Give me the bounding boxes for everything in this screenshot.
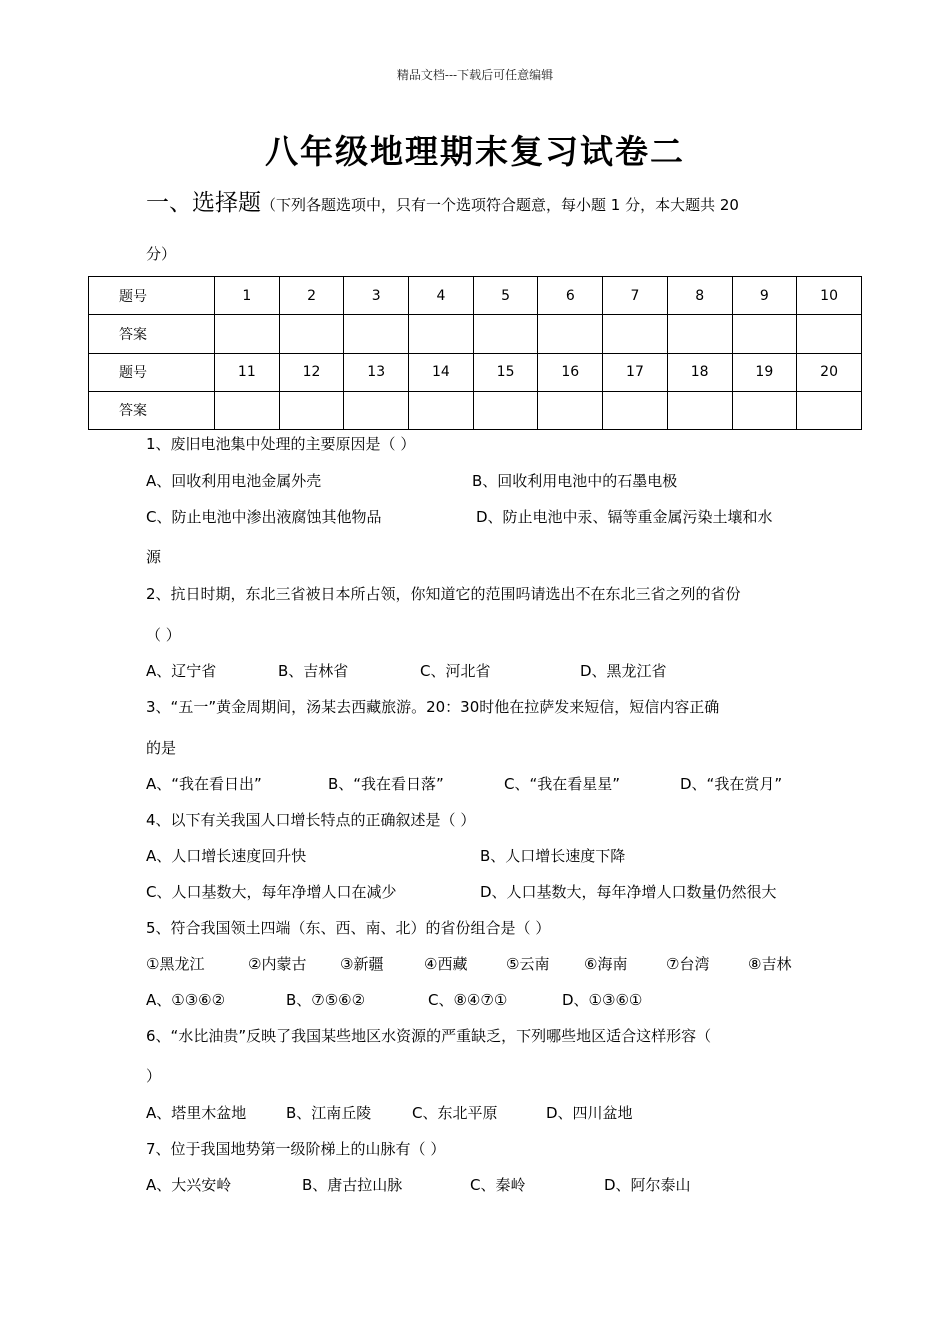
question-1-option-d-cont: 源 [146, 548, 162, 566]
question-5-stem: 5、符合我国领土四端（东、西、南、北）的省份组合是（ ） [146, 919, 551, 937]
question-1-option-b[interactable]: B、回收利用电池中的石墨电极 [472, 472, 678, 490]
question-5-list-item: ③新疆 [340, 955, 384, 973]
number-cell: 8 [667, 277, 732, 315]
answer-cell[interactable] [732, 315, 797, 353]
page-title: 八年级地理期末复习试卷二 [265, 132, 685, 171]
number-cell: 20 [797, 353, 862, 391]
number-cell: 4 [409, 277, 474, 315]
answer-cell[interactable] [473, 315, 538, 353]
question-1-option-c[interactable]: C、防止电池中渗出液腐蚀其他物品 [146, 508, 382, 526]
number-cell: 18 [667, 353, 732, 391]
answer-cell[interactable] [538, 315, 603, 353]
question-6-stem: 6、“水比油贵”反映了我国某些地区水资源的严重缺乏，下列哪些地区适合这样形容（ [146, 1027, 712, 1045]
question-5-option-a[interactable]: A、①③⑥② [146, 991, 226, 1009]
question-1-option-a[interactable]: A、回收利用电池金属外壳 [146, 472, 322, 490]
row-label: 答案 [89, 391, 215, 429]
answer-cell[interactable] [732, 391, 797, 429]
row-label: 题号 [89, 353, 215, 391]
section-heading [146, 184, 826, 217]
question-5-list-item: ⑥海南 [584, 955, 628, 973]
answer-cell[interactable] [667, 391, 732, 429]
section-title: 一、选择题 [146, 190, 261, 216]
answer-cell[interactable] [473, 391, 538, 429]
answer-cell[interactable] [215, 315, 280, 353]
question-4-option-b[interactable]: B、人口增长速度下降 [480, 847, 626, 865]
question-4-option-d[interactable]: D、人口基数大，每年净增人口数量仍然很大 [480, 883, 777, 901]
number-cell: 16 [538, 353, 603, 391]
table-row [89, 391, 862, 429]
answer-cell[interactable] [409, 391, 474, 429]
question-5-option-b[interactable]: B、⑦⑤⑥② [286, 991, 366, 1009]
question-1-stem: 1、废旧电池集中处理的主要原因是（ ） [146, 435, 416, 453]
question-5-list-item: ①黑龙江 [146, 955, 205, 973]
number-cell: 13 [344, 353, 409, 391]
table-row [89, 277, 862, 315]
question-7-option-b[interactable]: B、唐古拉山脉 [302, 1176, 403, 1194]
question-5-list-item: ⑤云南 [506, 955, 550, 973]
question-5-list-item: ④西藏 [424, 955, 468, 973]
number-cell: 2 [279, 277, 344, 315]
number-cell: 9 [732, 277, 797, 315]
table-row [89, 353, 862, 391]
question-4-option-c[interactable]: C、人口基数大，每年净增人口在减少 [146, 883, 397, 901]
question-7-option-d[interactable]: D、阿尔泰山 [604, 1176, 691, 1194]
header-note: 精品文档---下载后可任意编辑 [396, 68, 554, 82]
question-7-stem: 7、位于我国地势第一级阶梯上的山脉有（ ） [146, 1140, 446, 1158]
row-label: 答案 [89, 315, 215, 353]
question-2-option-a[interactable]: A、辽宁省 [146, 662, 217, 680]
question-5-list-item: ②内蒙古 [248, 955, 307, 973]
answer-cell[interactable] [538, 391, 603, 429]
answer-cell[interactable] [667, 315, 732, 353]
question-2-stem: 2、抗日时期，东北三省被日本所占领，你知道它的范围吗请选出不在东北三省之列的省份 [146, 585, 741, 603]
number-cell: 15 [473, 353, 538, 391]
question-3-option-b[interactable]: B、“我在看日落” [328, 775, 444, 793]
question-3-option-c[interactable]: C、“我在看星星” [504, 775, 621, 793]
number-cell: 5 [473, 277, 538, 315]
number-cell: 6 [538, 277, 603, 315]
answer-cell[interactable] [797, 315, 862, 353]
answer-cell[interactable] [344, 315, 409, 353]
number-cell: 3 [344, 277, 409, 315]
section-instruction-cont: 分） [146, 245, 177, 263]
question-3-option-a[interactable]: A、“我在看日出” [146, 775, 262, 793]
answer-cell[interactable] [797, 391, 862, 429]
section-instruction: （下列各题选项中，只有一个选项符合题意，每小题 1 分，本大题共 20 [261, 196, 739, 214]
question-6-option-c[interactable]: C、东北平原 [412, 1104, 498, 1122]
question-6-option-d[interactable]: D、四川盆地 [546, 1104, 633, 1122]
answer-cell[interactable] [279, 315, 344, 353]
number-cell: 10 [797, 277, 862, 315]
number-cell: 19 [732, 353, 797, 391]
answer-cell[interactable] [344, 391, 409, 429]
question-2-option-b[interactable]: B、吉林省 [278, 662, 349, 680]
question-6-option-b[interactable]: B、江南丘陵 [286, 1104, 372, 1122]
answer-cell[interactable] [279, 391, 344, 429]
question-5-option-d[interactable]: D、①③⑥① [562, 991, 643, 1009]
question-4-option-a[interactable]: A、人口增长速度回升快 [146, 847, 307, 865]
answer-cell[interactable] [215, 391, 280, 429]
question-5-list-item: ⑧吉林 [748, 955, 792, 973]
answer-cell[interactable] [603, 391, 668, 429]
question-1-option-d[interactable]: D、防止电池中汞、镉等重金属污染土壤和水 [476, 508, 773, 526]
number-cell: 17 [603, 353, 668, 391]
question-6-option-a[interactable]: A、塔里木盆地 [146, 1104, 247, 1122]
number-cell: 12 [279, 353, 344, 391]
answer-cell[interactable] [409, 315, 474, 353]
question-5-option-c[interactable]: C、⑧④⑦① [428, 991, 508, 1009]
question-4-stem: 4、以下有关我国人口增长特点的正确叙述是（ ） [146, 811, 476, 829]
number-cell: 14 [409, 353, 474, 391]
question-7-option-a[interactable]: A、大兴安岭 [146, 1176, 232, 1194]
question-7-option-c[interactable]: C、秦岭 [470, 1176, 526, 1194]
question-5-list-item: ⑦台湾 [666, 955, 710, 973]
number-cell: 11 [215, 353, 280, 391]
question-3-stem: 3、“五一”黄金周期间，汤某去西藏旅游。20：30时他在拉萨发来短信，短信内容正确 [146, 698, 720, 716]
answer-cell[interactable] [603, 315, 668, 353]
question-2-option-c[interactable]: C、河北省 [420, 662, 491, 680]
question-3-stem-cont: 的是 [146, 739, 177, 757]
question-2-option-d[interactable]: D、黑龙江省 [580, 662, 667, 680]
question-6-stem-cont: ） [146, 1067, 162, 1085]
table-row [89, 315, 862, 353]
answer-table [88, 276, 862, 430]
row-label: 题号 [89, 277, 215, 315]
question-2-stem-cont: （ ） [146, 626, 181, 644]
number-cell: 1 [215, 277, 280, 315]
number-cell: 7 [603, 277, 668, 315]
question-3-option-d[interactable]: D、“我在赏月” [680, 775, 783, 793]
